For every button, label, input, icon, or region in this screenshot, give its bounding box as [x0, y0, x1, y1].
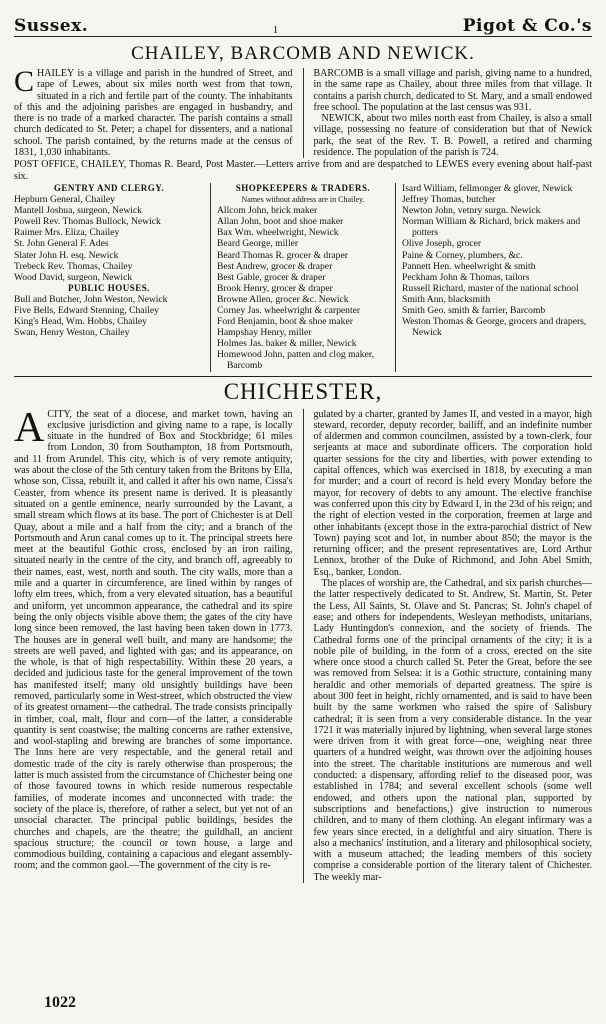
chailey-directory	[14, 183, 592, 372]
list-item: Raimer Mrs. Eliza, Chailey	[14, 227, 120, 239]
shops-subheading: Names without address are in Chailey.	[241, 195, 365, 205]
publisher-heading: Pigot & Co.'s	[462, 16, 592, 36]
shops-column-2	[402, 183, 592, 372]
list-item: Newton John, vetnry surgn. Newick	[402, 205, 541, 217]
list-item: Bull and Butcher, John Weston, Newick	[14, 293, 168, 305]
shops-list	[217, 205, 389, 371]
list-item: Russell Richard, master of the national school	[402, 282, 579, 294]
list-item: Hepburn General, Chailey	[14, 194, 115, 206]
list-item: Smith Ann, blacksmith	[402, 293, 491, 305]
list-item: Swan, Henry Weston, Chailey	[14, 327, 130, 339]
paragraph: BARCOMB is a small village and parish, giving name to a hundred, in the same rape as Chailey, about three miles from that village. It contains a parish church, dedicated to St. Mary, and a small endowed free school. The population at the last census was 931.	[313, 68, 592, 113]
list-item: Corney Jas. wheelwright & carpenter	[217, 305, 361, 316]
list-item: Best Gable, grocer & draper	[217, 271, 326, 283]
shops-list-2	[402, 183, 592, 338]
section-separator	[14, 376, 592, 377]
shops-column	[217, 183, 389, 372]
chailey-right-column	[314, 68, 593, 158]
drop-capital: A	[14, 404, 45, 451]
list-item: Trebeck Rev. Thomas, Chailey	[14, 260, 133, 272]
gentry-heading: GENTRY AND CLERGY.	[53, 182, 165, 193]
list-item: Beard George, miller	[217, 238, 299, 250]
drop-capital: C	[14, 65, 35, 98]
list-item: Wood David, surgeon, Newick	[14, 271, 133, 283]
list-item: Slater John H. esq. Newick	[14, 249, 119, 261]
column-divider	[303, 68, 304, 158]
list-item: Pannett Hen. wheelwright & smith	[402, 260, 536, 272]
column-divider	[303, 409, 304, 883]
list-item: Smith Geo. smith & farrier, Barcomb	[402, 305, 546, 316]
list-item: Browne Allen, grocer &c. Newick	[217, 293, 349, 305]
list-item: St. John General F. Ades	[14, 238, 109, 250]
paragraph: A CITY, the seat of a diocese, and market town, having an exclusive jurisdiction and giving name to a rape, is locally situate in the hundred of Box and Stockbridge; 61 miles from London, 30 from Southampton, 18 from Portsmouth, and 11 from Arundel. This city, which is of very remote antiquity, was about the close of the 5th century taken from the Britons by Ella, whose son, Cissa, rebuilt it, and called it after his own name, Cissa's Ceaster, from whence its present name is derived. It is pleasantly situated on a gentle eminence, nearly surrounded by the Lavant, a small stream which flows at its base. The port of Chichester is at Dell Quay, about a mile and a half from the city; and a branch of the Portsmouth and Arun canal comes up to it. The principal streets here meet at the beautiful Gothic cross, enclosed by an iron railing, situated nearly in the centre of the city, and branch off, agreeably to their names, east, west, north and south. The city walls, more than a mile and a quarter in circumference, are lined within by ranges of lofty elm trees, which, from a very elevated situation, has a beautiful and uniform, yet uncommon appearance, the cathedral and its spire being the only objects visible above them; the gates of the city have long since been removed, the last having been taken down in 1773. The houses are in general well built, and many are handsome; the streets are well paved, and lighted with gas; and its appearance, on the whole, is that of high respectability. Within these 20 years, a decided and judicious taste for the general improvement of the town has manifested itself; many old unsightly buildings have been removed, particularly some in West-street, which obstructed the view of its greatest ornament—the cathedral. The trade consists principally in timber, coal, malt, flour and corn—of the latter, a considerable quantity is sent coastwise; the malting concerns are rather extensive, and wool-stapling and brewing are branches of some importance. The Inns here are very respectable, and the general retail and domestic trade of the city is rarely otherwise than prosperous; the latter is much assisted from the circumstance of Chichester being one of those favoured towns in which reside numerous respectable families, of moderate incomes and unconnected with trade: the society of the place is, therefore, of rather a select, but yet not of an unsocial character. The principal public buildings, besides the churches and chapels, are the theatre; the guildhall, an ancient spacious structure; the council or town house, a large and commodious building, containing a capacious and elegant assembly-room; and the common gaol.—The government of the city is re-	[14, 404, 293, 872]
chichester-right-column	[314, 409, 593, 883]
paragraph: CHAILEY is a village and parish in the hundred of Street, and rape of Lewes, about six miles north west from that town, situated in a rich and fertile part of the county. The inhabitants of this and the adjoining parishes are engaged in husbandry, and there is no trade of a marked character. The parish contains a small church dedicated to St. Peter; a chapel for dissenters, and a national school. The parish contained, by the returns made at the census of 1831, 1,030 inhabitants.	[14, 65, 293, 159]
column-divider	[210, 183, 211, 372]
list-item: Bax Wm. wheelwright, Newick	[217, 227, 339, 239]
column-divider	[395, 183, 396, 372]
chichester-description	[14, 404, 592, 883]
list-item: Paine & Corney, plumbers, &c.	[402, 249, 523, 261]
post-office-notice: POST OFFICE, CHAILEY, Thomas R. Beard, Post Master.—Letters arrive from and are despatched to LEWES every evening about half-past six.	[14, 159, 592, 182]
list-item: Norman William & Richard, brick makers and potters	[402, 216, 581, 239]
list-item: Beard Thomas R. grocer & draper	[217, 249, 348, 261]
county-heading: Sussex.	[14, 16, 89, 36]
list-item: Hampshay Henry, miller	[217, 327, 312, 339]
list-item: Brook Henry, grocer & draper	[217, 282, 333, 294]
list-item: Olive Joseph, grocer	[402, 238, 482, 250]
running-header	[14, 10, 592, 37]
paragraph: The places of worship are, the Cathedral, and six parish churches—the latter respectively dedicated to St. Andrew, St. Martin, St. Peter the Less, All Saints, St. Olave and St. Pancras; St. John's chapel of ease; and others for independents, Wesleyan methodists, unitarians, Lady Huntingdon's connexion, and the society of friends. The Cathedral forms one of the principal ornaments of the city; it is a noble pile of building, in the form of a cross, erected on the site where once stood a church called St. Peter the Great, before the see was removed from Selsea: it is a Gothic structure, containing many heraldic and other memorials of departed greatness. The spire is about 300 feet in height, richly ornamented, and is said to have been built by the same workmen who raised the spire of Salisbury cathedral; it is seen from a very considerable distance. In the year 1721 it was materially injured by lightning, when several large stones were driven from it with great force—one, weighing near three quarters of a hundred weight, was thrown over the adjoining houses into the street. The charitable institutions are numerous and well conducted: a dispensary, affording relief to the diseased poor, was established in 1784; and several excellent schools (some well endowed, and others upon the national plan, supported by subscriptions and benefactions,) give instruction to numerous children, and to many of them clothing. An elegant infirmary was a few years since erected, in a delightful and airy situation. There is also a mechanics' institution, and a literary and philosophical society, with a museum attached; the leading members of this society comprise a considerable portion of the literary talent of Chichester. The weekly mar-	[313, 578, 592, 883]
list-item: Homewood John, patten and clog maker, Barcomb	[217, 349, 375, 372]
pubs-heading: PUBLIC HOUSES.	[67, 282, 151, 293]
gentry-list	[14, 194, 204, 283]
list-item: Five Bells, Edward Stenning, Chailey	[14, 305, 159, 316]
list-item: Peckham John & Thomas, tailors	[402, 271, 530, 283]
list-item: Ford Benjamin, boot & shoe maker	[217, 316, 353, 328]
list-item: Powell Rev. Thomas Bullock, Newick	[14, 216, 161, 228]
shops-heading: SHOPKEEPERS & TRADERS.	[235, 182, 371, 193]
pubs-list	[14, 294, 204, 338]
page-number: 1022	[44, 994, 76, 1011]
header-mark: 1	[272, 24, 279, 36]
chailey-description	[14, 65, 592, 159]
list-item: Allan John, boot and shoe maker	[217, 216, 344, 228]
chichester-title: CHICHESTER,	[223, 378, 383, 404]
paragraph: gulated by a charter, granted by James II, and vested in a mayor, high steward, recorder, deputy recorder, bailiff, and an indefinite number of aldermen and common councilmen, assisted by a town-clerk, four serjeants at mace and subordinate officers. The corporation hold quarter sessions for the city and liberties, with power extending to capital offences, which was exercised in 1818, by executing a man for murder; and a court of record is held every Monday before the mayor, for recovery of debts to any amount. The elective franchise was conferred upon this city by Edward I, in the 23d of his reign; and the right of election vested in the corporation, freemen at large and other inhabitants (except those in the extra-parochial district of New Town) paying scot and lot, in number about 850; the mayor is the returning officer; and the present representatives are, Lord Arthur Lennox, brother of the Duke of Richmond, and John Abel Smith, Esq., banker, London.	[313, 408, 592, 578]
list-item: Jeffrey Thomas, butcher	[402, 194, 496, 206]
list-item: Isard William, fellmonger & glover, Newick	[402, 182, 573, 194]
list-item: King's Head, Wm. Hobbs, Chailey	[14, 316, 147, 328]
gentry-column	[14, 183, 204, 372]
chailey-left-column	[14, 65, 293, 159]
chailey-title: CHAILEY, BARCOMB AND NEWICK.	[131, 43, 475, 64]
list-item: Best Andrew, grocer & draper	[217, 260, 333, 272]
list-item: Allcom John, brick maker	[217, 205, 318, 217]
chichester-left-column	[14, 404, 293, 883]
paragraph: NEWICK, about two miles north east from Chailey, is also a small village, possessing no feature of consideration but that of Newick park, the seat of the Rev. T. B. Powell, a retired and charming residence. The population of the parish is 724.	[313, 113, 592, 159]
list-item: Weston Thomas & George, grocers and drapers, Newick	[402, 316, 587, 339]
list-item: Holmes Jas. baker & miller, Newick	[217, 338, 357, 350]
list-item: Mantell Joshua, surgeon, Newick	[14, 205, 142, 217]
